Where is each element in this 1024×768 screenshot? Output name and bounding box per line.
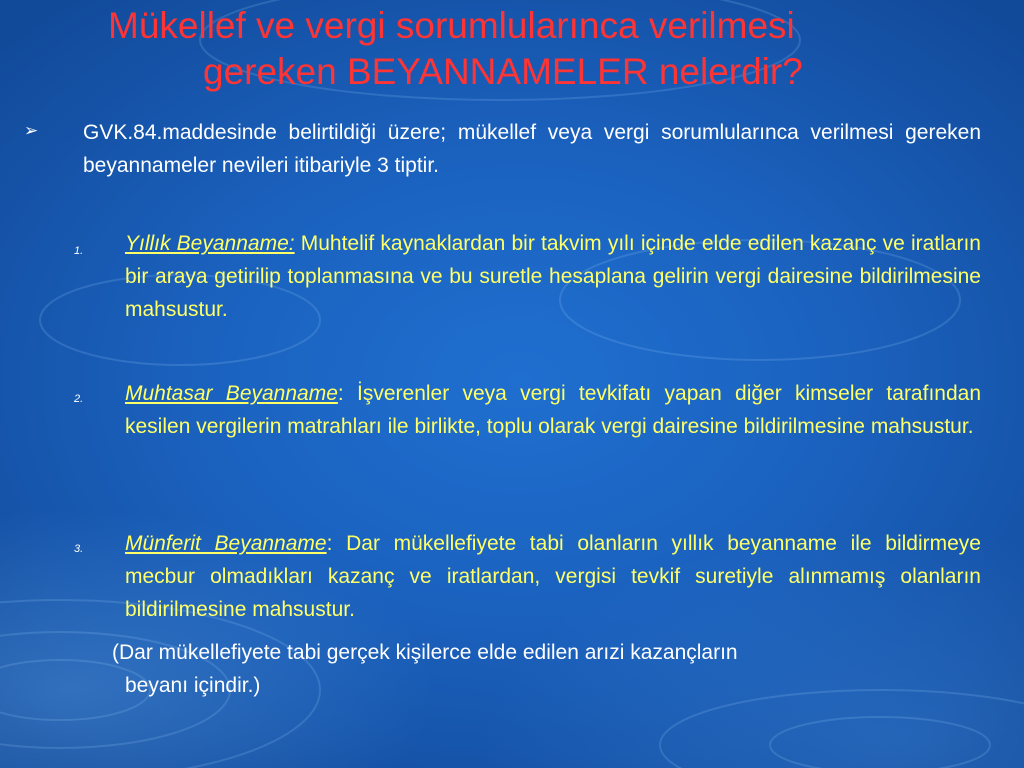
item-number-2: 2.: [74, 393, 84, 405]
item-number-3: 3.: [74, 543, 84, 555]
list-item-yillik: [125, 227, 981, 326]
arrow-bullet-icon: ➢: [24, 121, 39, 140]
slide-title-line-1: Mükellef ve vergi sorumlularınca verilmesi: [108, 5, 795, 46]
item-term: Muhtasar Beyanname: [125, 382, 338, 405]
item-term: Yıllık Beyanname:: [125, 232, 295, 255]
item-text: Dar mükellefiyete tabi olanların yıllık beyanname ile bildirmeye mecbur olmadıkları kazanç ve iratlardan, vergisi tevkif suretiyle alınmamış olanların bildirilmesine mahsustur.: [125, 532, 981, 621]
item-term-suffix: :: [326, 532, 333, 555]
item-text: Muhtelif kaynaklardan bir takvim yılı içinde elde edilen kazanç ve iratların bir araya getirilip toplanmasına ve bu suretle hesaplana gelirin vergi dairesine bildirilmesine mahsustur.: [125, 232, 981, 321]
note-paragraph: [112, 636, 981, 702]
item-text: İşverenler veya vergi tevkifatı yapan diğer kimseler tarafından kesilen vergilerin matrahları ile birlikte, toplu olarak vergi dairesine bildirilmesine mahsustur.: [125, 382, 981, 438]
item-number-1: 1.: [74, 245, 84, 257]
list-item-muhtasar: [125, 377, 981, 443]
note-line-2: beyanı içindir.): [125, 674, 261, 697]
note-line-1: (Dar mükellefiyete tabi gerçek kişilerce elde edilen arızi kazançların: [112, 641, 738, 664]
list-item-munferit: [125, 527, 981, 626]
item-term: Münferit Beyanname: [125, 532, 327, 555]
intro-paragraph: GVK.84.maddesinde belirtildiği üzere; mükellef veya vergi sorumlularınca verilmesi gereken beyannameler nevileri itibariyle 3 tiptir.: [83, 121, 981, 177]
slide-title-line-2: gereken BEYANNAMELER nelerdir?: [203, 51, 803, 92]
item-term-suffix: :: [337, 382, 344, 405]
